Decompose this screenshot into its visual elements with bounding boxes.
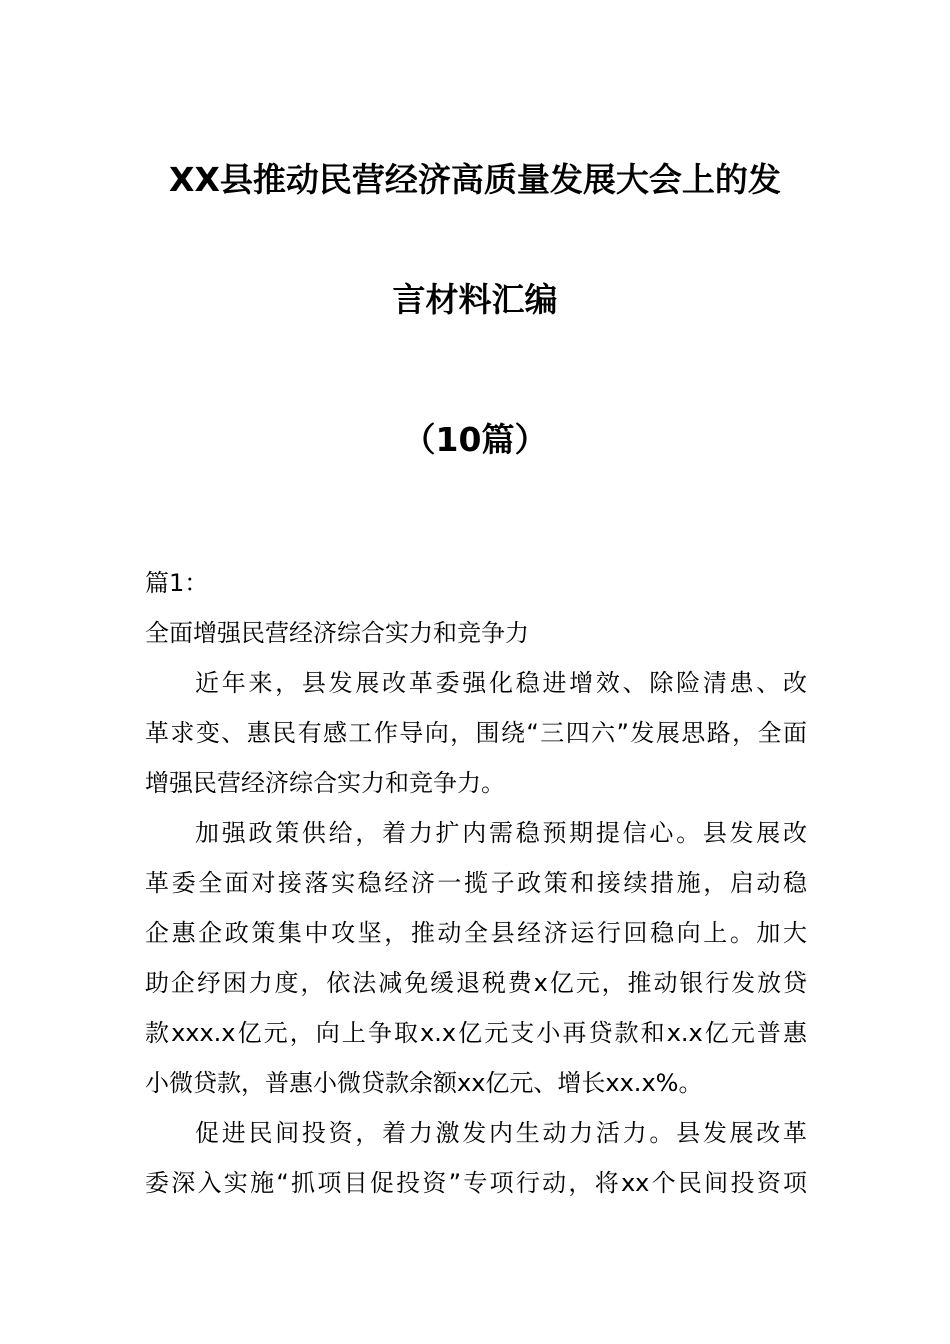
paragraph-line: 革求变、惠民有感工作导向，围绕“三四六”发展思路，全面 [145, 719, 807, 747]
paragraph-line: 委深入实施“抓项目促投资”专项行动，将xx个民间投资项 [145, 1169, 807, 1197]
paragraph-line: 助企纾困力度，依法减免缓退税费x亿元，推动银行发放贷 [145, 969, 807, 997]
paragraph-line: 近年来，县发展改革委强化稳进增效、除险清患、改 [195, 669, 807, 697]
document-title-line-1: XX县推动民营经济高质量发展大会上的发 [169, 160, 781, 199]
paragraph-line: 加强政策供给，着力扩内需稳预期提信心。县发展改 [195, 819, 807, 847]
paragraph-1 [145, 658, 807, 808]
document-subtitle-count: （10篇） [402, 420, 548, 459]
paragraph-3 [145, 1108, 807, 1208]
paragraph-line: 企惠企政策集中攻坚，推动全县经济运行回稳向上。加大 [145, 919, 807, 947]
paragraph-line: 小微贷款，普惠小微贷款余额xx亿元、增长xx.x%。 [145, 1069, 703, 1097]
paragraph-line: 增强民营经济综合实力和竞争力。 [145, 769, 505, 797]
section-heading: 全面增强民营经济综合实力和竞争力 [145, 619, 529, 647]
paragraph-2 [145, 808, 807, 1108]
paragraph-line: 革委全面对接落实稳经济一揽子政策和接续措施，启动稳 [145, 869, 807, 897]
document-body [145, 558, 807, 1208]
paragraph-line: 促进民间投资，着力激发内生动力活力。县发展改革 [195, 1119, 807, 1147]
document-title-line-2: 言材料汇编 [392, 280, 558, 319]
section-label: 篇1： [145, 569, 209, 597]
paragraph-line: 款xxx.x亿元，向上争取x.x亿元支小再贷款和x.x亿元普惠 [145, 1019, 807, 1047]
